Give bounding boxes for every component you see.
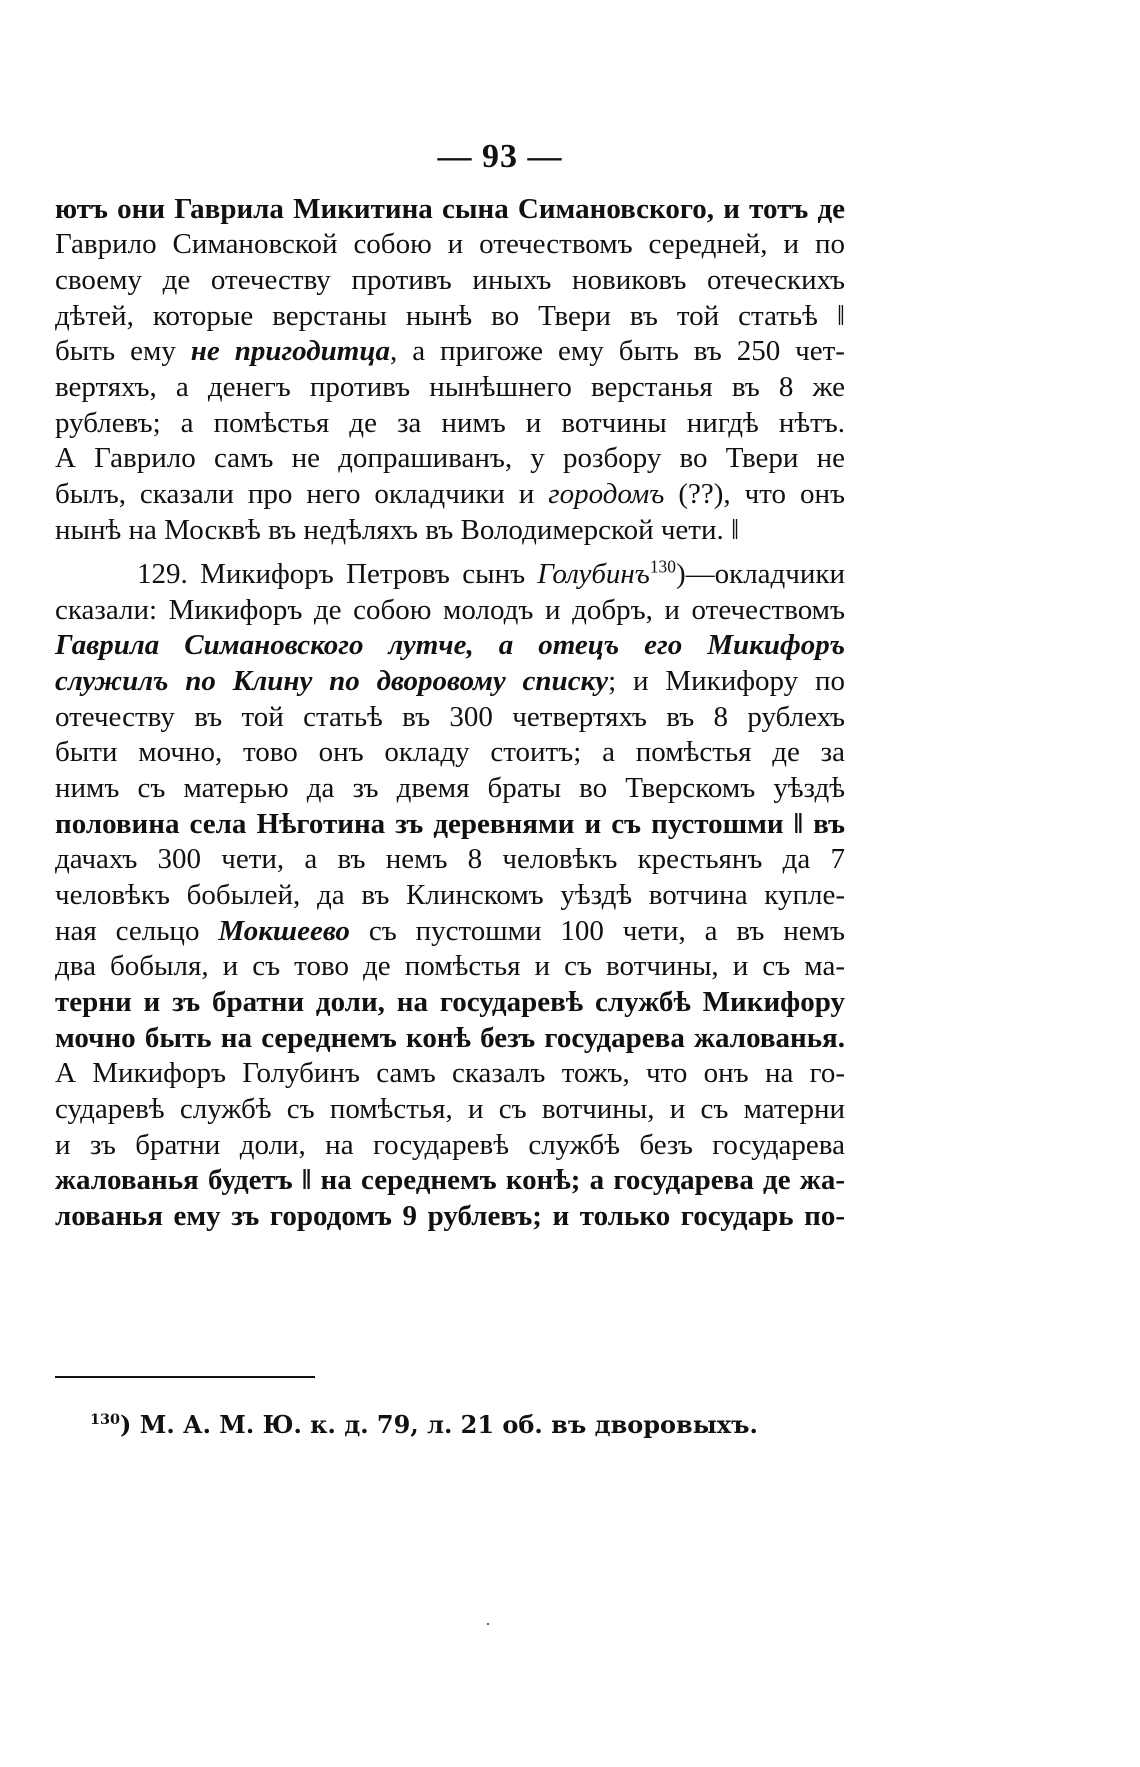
text-line <box>55 626 845 664</box>
italic-phrase: городомъ <box>548 478 665 510</box>
paragraph-start-line: 129. Микифоръ Петровъ сынъ Голубинъ$^{130}$)—окладчики <box>137 556 846 590</box>
text-line: дѣтей, которые верстаны нынѣ во Твери въ той статьѣ ‖ <box>55 300 845 332</box>
text-line: Гаврило Симановской собою и отечествомъ середней, и по <box>55 228 845 260</box>
italic-phrase: не пригодитца <box>190 335 390 367</box>
text-line: быть ему не пригодитца, а пригоже ему быть въ 250 чет- <box>55 335 845 367</box>
text-line: терни и зъ братни доли, на государевѣ службѣ Микифору <box>55 986 845 1018</box>
text-line: жалованья будетъ ‖ на середнемъ конѣ; а государева де жа- <box>55 1164 845 1196</box>
footnote-marker: 130 <box>90 1411 121 1428</box>
entry-number: 129. <box>137 558 188 590</box>
text-line: человѣкъ бобылей, да въ Клинскомъ уѣздѣ вотчина купле- <box>55 879 845 911</box>
italic-phrase: Гаврила Симановского лутче, а отецъ его Микифоръ <box>55 629 845 661</box>
text-line: два бобыля, и съ тово де помѣстья и съ вотчины, и съ ма- <box>55 950 845 982</box>
scan-speck <box>487 1623 489 1625</box>
text-line: лованья ему зъ городомъ 9 рублевъ; и только государь по- <box>55 1200 845 1232</box>
text-line: сказали: Микифоръ де собою молодъ и добръ, и отечествомъ <box>55 594 845 626</box>
italic-word: Мокшеево <box>218 915 350 947</box>
text-line: нынѣ на Москвѣ въ недѣляхъ въ Володимерской чети. ‖ <box>55 514 740 546</box>
footnote <box>90 1409 758 1441</box>
page-number: — 93 — <box>437 138 563 175</box>
text-line: рублевъ; а помѣстья де за нимъ и вотчины нигдѣ нѣтъ. <box>55 407 845 439</box>
italic-phrase: служилъ по Клину по дворовому списку <box>55 665 609 697</box>
footnote-divider <box>55 1376 315 1378</box>
footnote-ref: 130 <box>649 556 676 577</box>
footnote-text: ) М. А. М. Ю. к. д. 79, л. 21 об. въ дворовыхъ. <box>120 1410 758 1439</box>
text-line: половина села Нѣготина зъ деревнями и съ пустошми ‖ въ <box>55 808 845 840</box>
text-line: нимъ съ матерью да зъ двемя браты во Тверскомъ уѣздѣ <box>55 772 845 804</box>
text-line: ная сельцо Мокшеево съ пустошми 100 чети, а въ немъ <box>55 915 845 947</box>
text-line: А Гаврило самъ не допрашиванъ, у розбору во Твери не <box>55 442 845 474</box>
text-line: А Микифоръ Голубинъ самъ сказалъ тожъ, что онъ на го- <box>55 1057 845 1089</box>
text-line: вертяхъ, а денегъ противъ нынѣшнего верстанья въ 8 же <box>55 371 845 403</box>
text-line: мочно быть на середнемъ конѣ безъ государева жалованья. <box>55 1022 845 1054</box>
text-line: дачахъ 300 чети, а въ немъ 8 человѣкъ крестьянъ да 7 <box>55 843 845 875</box>
text-line: и зъ братни доли, на государевѣ службѣ безъ государева <box>55 1129 845 1161</box>
italic-name: Голубинъ <box>537 558 650 590</box>
text-line: сударевѣ службѣ съ помѣстья, и съ вотчины, и съ матерни <box>55 1093 845 1125</box>
text-line: ютъ они Гаврила Микитина сына Симановского, и тотъ де <box>55 193 845 225</box>
text-line: былъ, сказали про него окладчики и городомъ (??), что онъ <box>55 478 845 510</box>
text-line: своему де отечеству противъ иныхъ новиковъ отеческихъ <box>55 264 845 296</box>
text-line: отечеству въ той статьѣ въ 300 четвертяхъ въ 8 рублехъ <box>55 701 845 733</box>
text-line: быти мочно, тово онъ окладу стоитъ; а помѣстья де за <box>55 736 845 768</box>
text-line: служилъ по Клину по дворовому списку; и Микифору по <box>55 665 845 697</box>
